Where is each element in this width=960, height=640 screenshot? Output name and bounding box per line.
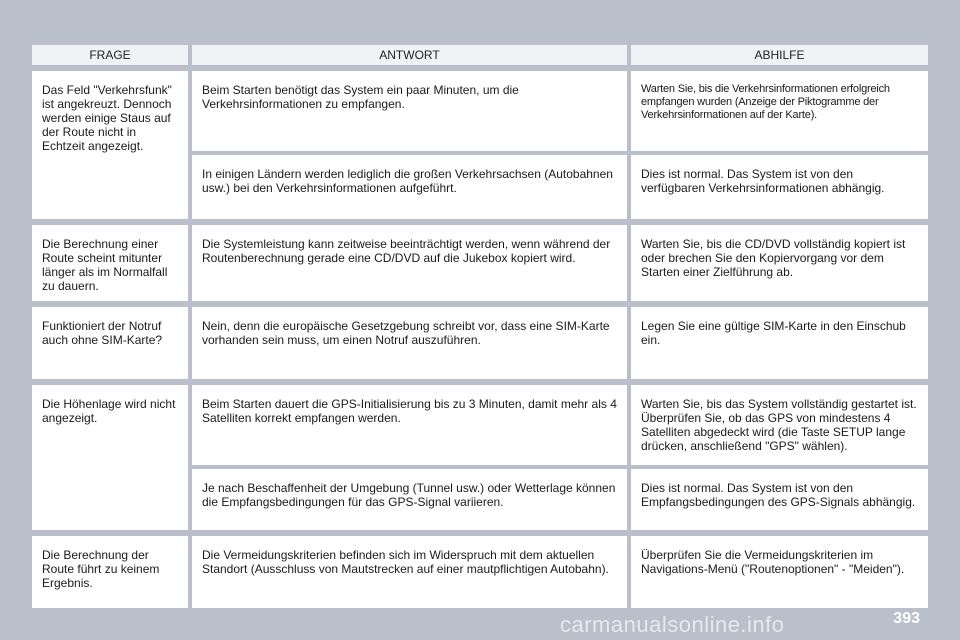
remedy-cell: Überprüfen Sie die Vermeidungskriterien im Navigations-Menü ("Routenoptionen" - "Meiden").	[631, 536, 928, 608]
header-remedy: ABHILFE	[631, 45, 928, 65]
watermark: carmanualsonline.info	[560, 612, 785, 637]
question-cell: Die Höhenlage wird nicht angezeigt.	[32, 385, 188, 530]
remedy-cell: Warten Sie, bis die CD/DVD vollständig kopiert ist oder brechen Sie den Kopiervorgang vor dem Starten einer Zielführung ab.	[631, 225, 928, 301]
answer-cell: In einigen Ländern werden lediglich die großen Verkehrsachsen (Autobahnen usw.) bei den Verkehrsinformationen aufgeführt.	[192, 155, 627, 219]
answer-cell: Je nach Beschaffenheit der Umgebung (Tunnel usw.) oder Wetterlage können die Empfangsbedingungen für das GPS-Signal variieren.	[192, 469, 627, 530]
answer-cell: Die Vermeidungskriterien befinden sich im Widerspruch mit dem aktuellen Standort (Ausschluss von Mautstrecken auf einer mautpflichtigen Autobahn).	[192, 536, 627, 608]
page-number: 393	[893, 610, 920, 627]
question-cell: Die Berechnung einer Route scheint mitunter länger als im Normalfall zu dauern.	[32, 225, 188, 301]
question-cell: Das Feld "Verkehrsfunk" ist angekreuzt. Dennoch werden einige Staus auf der Route nicht in Echtzeit angezeigt.	[32, 71, 188, 219]
header-answer: ANTWORT	[192, 45, 627, 65]
answer-cell: Beim Starten dauert die GPS-Initialisierung bis zu 3 Minuten, damit mehr als 4 Satelliten korrekt empfangen werden.	[192, 385, 627, 465]
remedy-cell: Legen Sie eine gültige SIM-Karte in den Einschub ein.	[631, 307, 928, 379]
question-cell: Die Berechnung der Route führt zu keinem Ergebnis.	[32, 536, 188, 608]
answer-cell: Die Systemleistung kann zeitweise beeinträchtigt werden, wenn während der Routenberechnung gerade eine CD/DVD auf die Jukebox kopiert wird.	[192, 225, 627, 301]
remedy-cell: Warten Sie, bis das System vollständig gestartet ist. Überprüfen Sie, ob das GPS von mindestens 4 Satelliten abgedeckt wird (die Taste SETUP lange drücken, anschließend "GPS" wählen).	[631, 385, 928, 465]
answer-cell: Beim Starten benötigt das System ein paar Minuten, um die Verkehrsinformationen zu empfangen.	[192, 71, 627, 151]
remedy-cell: Dies ist normal. Das System ist von den Empfangsbedingungen des GPS-Signals abhängig.	[631, 469, 928, 530]
remedy-cell: Dies ist normal. Das System ist von den verfügbaren Verkehrsinformationen abhängig.	[631, 155, 928, 219]
header-question: FRAGE	[32, 45, 188, 65]
remedy-cell: Warten Sie, bis die Verkehrsinformationen erfolgreich empfangen wurden (Anzeige der Piktogramme der Verkehrsinformationen auf der Karte).	[631, 71, 928, 151]
question-cell: Funktioniert der Notruf auch ohne SIM-Karte?	[32, 307, 188, 379]
answer-cell: Nein, denn die europäische Gesetzgebung schreibt vor, dass eine SIM-Karte vorhanden sein muss, um einen Notruf auszuführen.	[192, 307, 627, 379]
